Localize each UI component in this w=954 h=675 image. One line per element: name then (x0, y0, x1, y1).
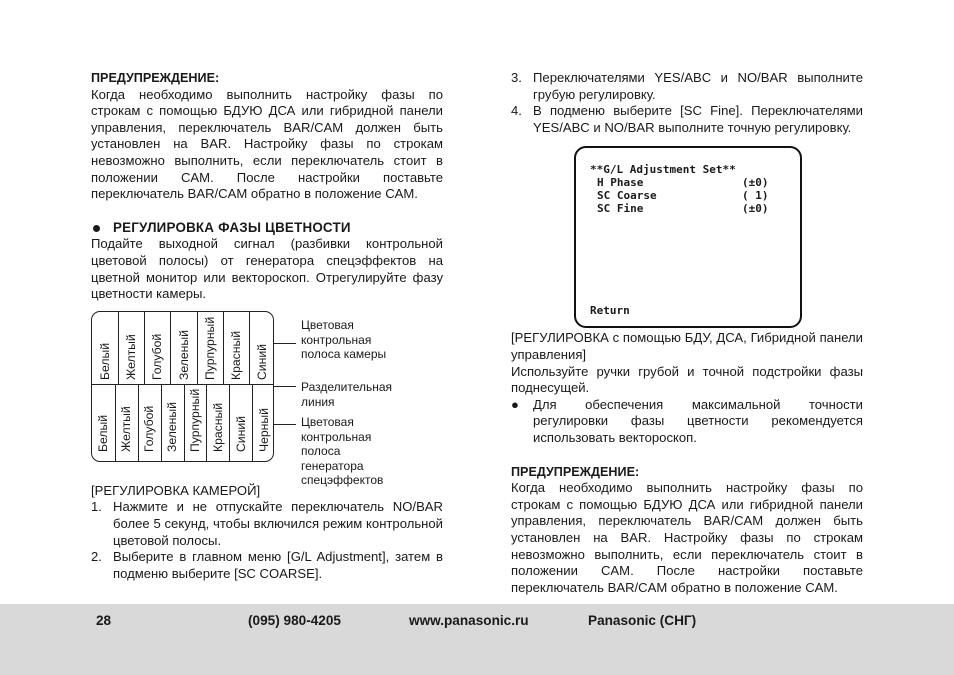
osd-row-label: H Phase (597, 176, 644, 189)
top_bars-label: Синий (254, 344, 269, 380)
bar-divider (197, 312, 198, 384)
bar-divider (161, 384, 162, 462)
footer-company: Panasonic (СНГ) (588, 613, 697, 628)
osd-row-value: (±0) (742, 176, 769, 189)
bar-divider (184, 384, 185, 462)
bdu-heading: [РЕГУЛИРОВКА с помощью БДУ, ДСА, Гибридной панели управления] (511, 330, 863, 362)
list-item (91, 499, 443, 549)
bottom_bars-label: Черный (256, 408, 271, 452)
bar-divider (223, 312, 224, 384)
osd-screen (574, 146, 802, 328)
callout-leader (274, 386, 296, 387)
warning-title: ПРЕДУПРЕЖДЕНИЕ: (91, 71, 220, 85)
bottom_bars-label: Белый (96, 414, 111, 452)
section-title: РЕГУЛИРОВКА ФАЗЫ ЦВЕТНОСТИ (113, 219, 351, 235)
section-text: Подайте выходной сигнал (разбивки контрольной цветовой полосы) от генератора спецэффектов на цветной монитор или вектороскоп. Отрегулируйте фазу цветности камеры. (91, 236, 443, 302)
bottom_bars-label: Голубой (142, 405, 157, 452)
bar-divider (170, 312, 171, 384)
osd-row-label: SC Coarse (597, 189, 657, 202)
bullet-icon: ● (511, 396, 519, 412)
warning-text: Когда необходимо выполнить настройку фазы по строкам с помощью БДУЮ ДСА или гибридной панели управления, переключатель BAR/CAM должен быть установлен на BAR. Настройку фазы по строкам невозможно выполнить, если переключатель стоит в положении CAM. После настройки поставьте переключатель BAR/CAM обратно в положение CAM. (511, 480, 863, 595)
color-bar-diagram (91, 311, 274, 462)
top_bars-label: Голубой (150, 333, 165, 380)
list-item (511, 70, 863, 103)
list-item (511, 103, 863, 136)
bottom_bars-label: Пурпурный (187, 388, 202, 452)
bar-divider (252, 384, 253, 462)
bar-divider (118, 312, 119, 384)
warning-title: ПРЕДУПРЕЖДЕНИЕ: (511, 464, 640, 479)
step-number: 1. (91, 499, 102, 515)
top_bars-label: Зеленый (176, 330, 191, 380)
callout-camera-bars: Цветовая контрольная полоса камеры (301, 318, 387, 362)
list-item (511, 397, 863, 447)
bar-divider (138, 384, 139, 462)
step-number: 4. (511, 103, 522, 119)
callout-divider-line: Разделительная линия (301, 380, 393, 409)
bar-divider (206, 384, 207, 462)
osd-return: Return (590, 304, 630, 317)
footer-website: www.panasonic.ru (409, 613, 529, 628)
footer-phone: (095) 980-4205 (248, 613, 341, 628)
callout-leader (274, 343, 296, 344)
callout-generator-bars: Цветовая контрольная полоса генератора спецэффектов (301, 415, 384, 488)
page-footer (0, 604, 954, 675)
top_bars-label: Белый (98, 342, 113, 380)
osd-title: **G/L Adjustment Set** (590, 163, 736, 176)
top_bars-label: Пурпурный (202, 316, 217, 380)
osd-row-value: ( 1) (742, 189, 769, 202)
camera-heading: [РЕГУЛИРОВКА КАМЕРОЙ] (91, 482, 261, 498)
step-number: 2. (91, 549, 102, 565)
top_bars-label: Желтый (124, 334, 139, 380)
bottom_bars-label: Зеленый (165, 402, 180, 452)
step-number: 3. (511, 70, 522, 85)
step-list-left (91, 499, 443, 582)
bar-divider (229, 384, 230, 462)
bullet-icon (93, 225, 100, 232)
osd-row-label: SC Fine (597, 202, 644, 215)
page-number: 28 (96, 613, 112, 628)
step-text: В подменю выберите [SC Fine]. Переключателями YES/ABC и NO/BAR выполните точную регулировку. (533, 103, 863, 135)
step-text: Переключателями YES/ABC и NO/BAR выполните грубую регулировку. (533, 70, 863, 102)
callout-leader (274, 424, 296, 425)
divider-line (92, 384, 273, 385)
section-heading (91, 220, 443, 237)
bottom_bars-label: Желтый (119, 406, 134, 452)
bottom_bars-label: Синий (233, 416, 248, 452)
list-item (91, 549, 443, 582)
bar-divider (249, 312, 250, 384)
bottom_bars-label: Красный (210, 402, 225, 452)
bar-divider (144, 312, 145, 384)
step-list-right (511, 70, 863, 136)
osd-row-value: (±0) (742, 202, 769, 215)
top_bars-label: Красный (228, 330, 243, 380)
bar-divider (115, 384, 116, 462)
step-text: Выберите в главном меню [G/L Adjustment], затем в подменю выберите [SC COARSE]. (113, 549, 443, 581)
bullet-text: Для обеспечения максимальной точности регулировки фазы цветности рекомендуется использовать вектороскоп. (533, 396, 863, 445)
step-text: Нажмите и не отпускайте переключатель NO/BAR более 5 секунд, чтобы включился режим контрольной цветовой полосы. (113, 499, 443, 548)
bdu-text: Используйте ручки грубой и точной подстройки фазы поднесущей. (511, 363, 863, 396)
warning-text: Когда необходимо выполнить настройку фазы по строкам с помощью БДУЮ ДСА или гибридной панели управления, переключатель BAR/CAM должен быть установлен на BAR. Настройку фазы по строкам невозможно выполнить, если переключатель стоит в положении CAM. После настройки поставьте переключатель BAR/CAM обратно в положение CAM. (91, 86, 443, 202)
